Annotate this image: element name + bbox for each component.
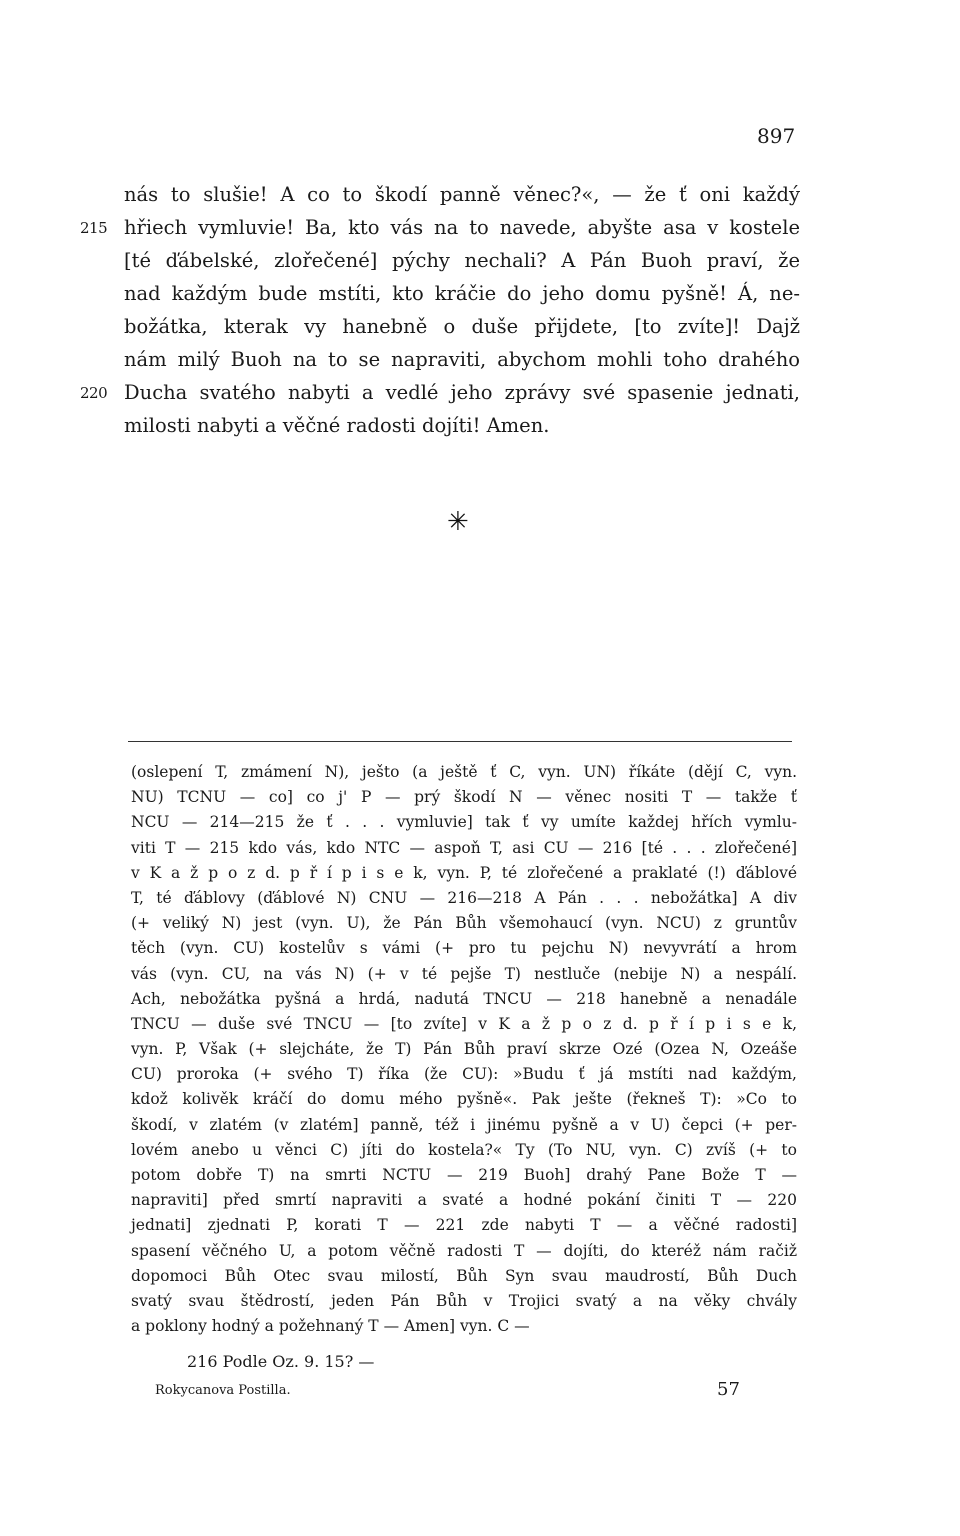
line-text: nám milý Buoh na to se napraviti, abychom mohli toho drahého — [124, 348, 800, 371]
text-line — [80, 277, 800, 310]
apparatus-line: T, té ďáblovy (ďáblové N) CNU — 216—218 A Pán . . . nebožátka] A div — [131, 888, 797, 907]
text-line — [80, 409, 800, 442]
text-line — [80, 343, 800, 376]
apparatus-line: dopomoci Bůh Otec svau milostí, Bůh Syn svau maudrostí, Bůh Duch — [131, 1266, 797, 1285]
line-text: hřiech vymluvie! Ba, kto vás na to navede, abyšte asa v kostele — [124, 216, 800, 239]
apparatus-line: vyn. P, Však (+ slejcháte, že T) Pán Bůh praví skrze Ozé (Ozea N, Ozeáše — [131, 1040, 797, 1059]
apparatus-line: těch (vyn. CU) kostelův s vámi (+ pro tu pejchu N) nevyvrátí a hrom — [131, 939, 797, 958]
line-text: nás to slušie! A co to škodí panně věnec?«, — že ť oni každý — [124, 183, 800, 206]
footnote-rule — [128, 741, 792, 742]
source-note: 216 Podle Oz. 9. 15? — — [187, 1352, 375, 1371]
apparatus-line: Ach, nebožátka pyšná a hrdá, nadutá TNCU — 218 hanebně a nenadále — [131, 989, 797, 1008]
apparatus-line: NU) TCNU — co] co j' P — prý škodí N — věnec nositi T — takže ť — [131, 788, 797, 807]
book-signature: Rokycanova Postilla. — [155, 1383, 291, 1398]
apparatus-line: spasení věčného U, a potom věčně radosti T — dojíti, do kteréž nám račiž — [131, 1241, 797, 1260]
apparatus-line: vás (vyn. CU, na vás N) (+ v té pejše T) nestluče (nebije N) a nespálí. — [131, 964, 797, 983]
apparatus-line: lovém anebo u věnci C) jíti do kostela?« Ty (To NU, vyn. C) zvíš (+ to — [131, 1140, 797, 1159]
apparatus-line: viti T — 215 kdo vás, kdo NTC — aspoň T, asi CU — 216 [té . . . zlořečené] — [131, 838, 797, 857]
main-text — [80, 178, 800, 442]
critical-apparatus — [131, 760, 797, 1339]
apparatus-line: (+ veliký N) jest (vyn. U), že Pán Bůh všemohaucí (vyn. NCU) z gruntův — [131, 914, 797, 933]
line-number: 215 — [80, 219, 108, 237]
text-line — [80, 310, 800, 343]
line-text: Ducha svatého nabyti a vedlé jeho zprávy své spasenie jednati, — [124, 381, 800, 404]
apparatus-line: potom dobře T) na smrti NCTU — 219 Buoh] drahý Pane Bože T — — [131, 1166, 797, 1184]
apparatus-line: CU) proroka (+ svého T) říka (že CU): »Budu ť já mstíti nad každým, — [131, 1065, 797, 1084]
apparatus-line: škodí, v zlatém (v zlatém] panně, též i jinému pyšně a v U) čepci (+ per- — [131, 1115, 797, 1134]
text-line — [80, 244, 800, 277]
line-text: [té ďábelské, zlořečené] pýchy nechali? A Pán Buoh praví, že — [124, 249, 800, 272]
apparatus-line: napraviti] před smrtí napraviti a svaté a hodné pokání činiti T — 220 — [131, 1191, 797, 1210]
line-text: božátka, kterak vy hanebně o duše přijdete, [to zvíte]! Dajž — [124, 315, 800, 338]
page-number: 897 — [757, 124, 796, 148]
text-line — [80, 211, 800, 244]
text-line — [80, 178, 800, 211]
apparatus-line: svatý svau štědrostí, jeden Pán Bůh v Trojici svatý a na věky chvály — [131, 1291, 797, 1310]
sheet-number: 57 — [717, 1379, 740, 1400]
apparatus-line: jednati] zjednati P, korati T — 221 zde nabyti T — a věčné radosti] — [131, 1216, 797, 1235]
line-text: milosti nabyti a věčné radosti dojíti! Amen. — [124, 414, 550, 437]
apparatus-line: kdož kolivěk kráčí do domu mého pyšně«. Pak ješte (řekneš T): »Co to — [131, 1090, 797, 1109]
apparatus-line: NCU — 214—215 že ť . . . vymluvie] tak ť vy umíte každej hřích vymlu- — [131, 813, 797, 832]
apparatus-line: TNCU — duše své TNCU — [to zvíte] v K a ž p o z d. p ř í p i s e k, — [131, 1014, 797, 1033]
line-text: nad každým bude mstíti, kto kráčie do jeho domu pyšně! Á, ne- — [124, 282, 800, 305]
line-number: 220 — [80, 384, 108, 402]
apparatus-line: v K a ž p o z d. p ř í p i s e k, vyn. P, té zlořečené a praklaté (!) ďáblové — [131, 863, 797, 882]
text-line — [80, 376, 800, 409]
section-separator-icon: ✳ — [447, 507, 469, 537]
apparatus-line: a poklony hodný a požehnaný T — Amen] vyn. C — — [131, 1317, 530, 1336]
apparatus-line: (oslepení T, zmámení N), ješto (a ještě ť C, vyn. UN) říkáte (dějí C, vyn. — [131, 763, 797, 781]
